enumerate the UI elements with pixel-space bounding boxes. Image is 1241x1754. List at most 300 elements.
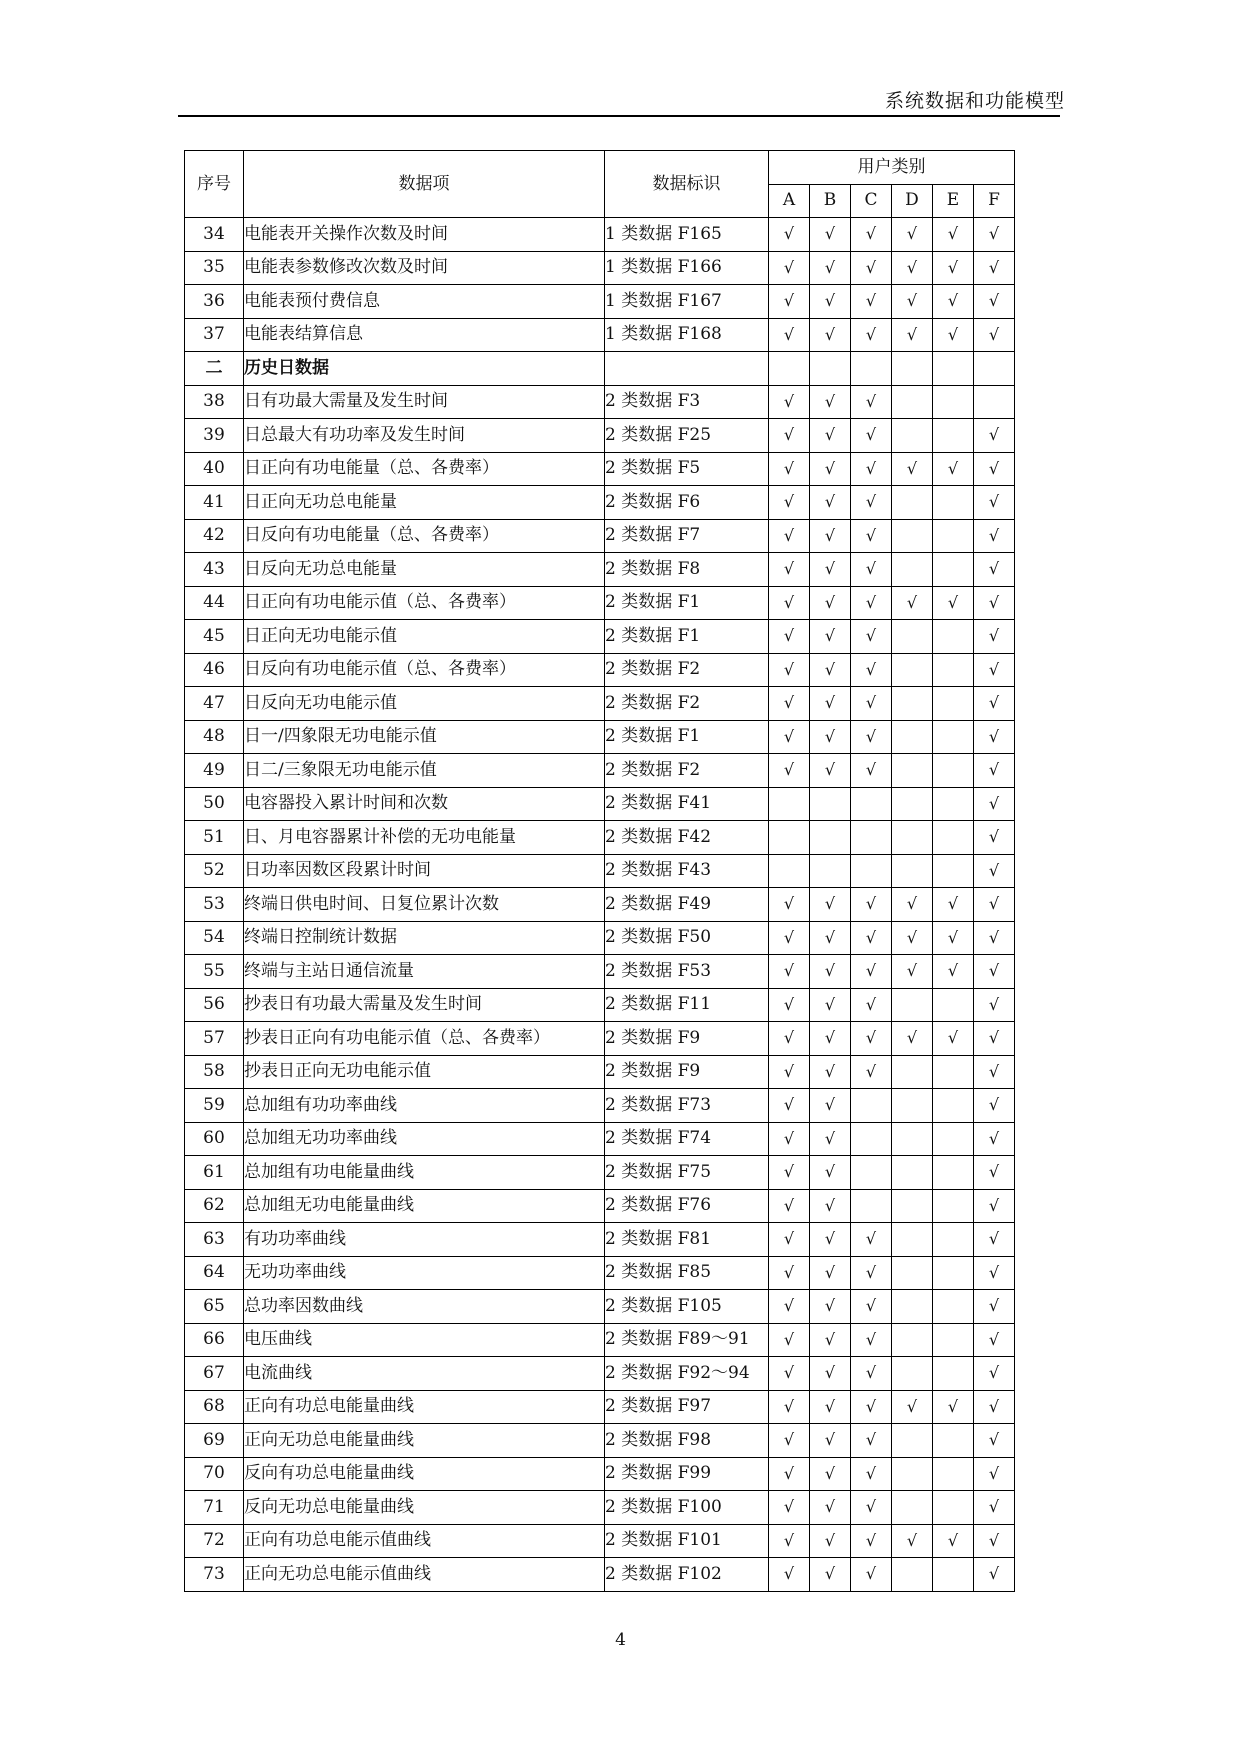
check-mark-d [892, 1089, 933, 1123]
data-identifier: 2 类数据 F105 [605, 1290, 769, 1324]
check-mark-a: √ [769, 653, 810, 687]
data-item: 无功功率曲线 [244, 1256, 605, 1290]
check-mark-c: √ [851, 1357, 892, 1391]
data-identifier: 2 类数据 F9 [605, 1055, 769, 1089]
check-mark-d [892, 720, 933, 754]
data-item: 正向有功总电能量曲线 [244, 1390, 605, 1424]
check-mark-f: √ [974, 586, 1015, 620]
data-identifier: 2 类数据 F3 [605, 385, 769, 419]
check-mark-e [933, 988, 974, 1022]
check-mark-c [851, 1089, 892, 1123]
data-item: 日反向无功电能示值 [244, 687, 605, 721]
check-mark-e [933, 1156, 974, 1190]
check-mark-e [933, 1223, 974, 1257]
check-mark-a: √ [769, 754, 810, 788]
check-mark-d [892, 1290, 933, 1324]
check-mark-e: √ [933, 586, 974, 620]
check-mark-e [933, 553, 974, 587]
check-mark-f: √ [974, 821, 1015, 855]
check-mark-f: √ [974, 653, 1015, 687]
header-rule [178, 115, 1060, 117]
check-mark-d [892, 854, 933, 888]
data-identifier: 1 类数据 F165 [605, 218, 769, 252]
check-mark-c: √ [851, 1290, 892, 1324]
table-row [185, 1390, 1015, 1424]
check-mark-a [769, 352, 810, 386]
check-mark-f: √ [974, 318, 1015, 352]
check-mark-d: √ [892, 452, 933, 486]
check-mark-e [933, 620, 974, 654]
check-mark-b: √ [810, 452, 851, 486]
data-item: 日正向有功电能示值（总、各费率） [244, 586, 605, 620]
data-identifier: 2 类数据 F75 [605, 1156, 769, 1190]
table-row [185, 1022, 1015, 1056]
check-mark-f: √ [974, 687, 1015, 721]
check-mark-e: √ [933, 921, 974, 955]
data-item: 电压曲线 [244, 1323, 605, 1357]
table-row [185, 687, 1015, 721]
check-mark-b: √ [810, 1491, 851, 1525]
check-mark-b: √ [810, 1055, 851, 1089]
table-row [185, 921, 1015, 955]
data-item: 日总最大有功功率及发生时间 [244, 419, 605, 453]
check-mark-d: √ [892, 586, 933, 620]
table-row [185, 553, 1015, 587]
check-mark-b: √ [810, 1089, 851, 1123]
data-item: 电能表开关操作次数及时间 [244, 218, 605, 252]
data-item: 电能表预付费信息 [244, 285, 605, 319]
check-mark-e [933, 1122, 974, 1156]
check-mark-e [933, 787, 974, 821]
row-number: 54 [185, 921, 244, 955]
data-identifier: 2 类数据 F85 [605, 1256, 769, 1290]
check-mark-a: √ [769, 486, 810, 520]
check-mark-b: √ [810, 218, 851, 252]
check-mark-c: √ [851, 653, 892, 687]
check-mark-d [892, 821, 933, 855]
table-row [185, 1424, 1015, 1458]
check-mark-b: √ [810, 888, 851, 922]
check-mark-c: √ [851, 988, 892, 1022]
check-mark-e [933, 720, 974, 754]
check-mark-c [851, 1189, 892, 1223]
check-mark-c: √ [851, 921, 892, 955]
check-mark-d: √ [892, 251, 933, 285]
check-mark-c [851, 352, 892, 386]
row-number: 69 [185, 1424, 244, 1458]
header-category-c: C [851, 184, 892, 218]
row-number: 55 [185, 955, 244, 989]
check-mark-c: √ [851, 385, 892, 419]
table-row [185, 1524, 1015, 1558]
check-mark-e [933, 1189, 974, 1223]
check-mark-f [974, 385, 1015, 419]
table-row [185, 888, 1015, 922]
data-table [184, 150, 1015, 1592]
check-mark-d [892, 988, 933, 1022]
check-mark-a: √ [769, 385, 810, 419]
check-mark-d [892, 1457, 933, 1491]
check-mark-c [851, 854, 892, 888]
data-item: 反向有功总电能量曲线 [244, 1457, 605, 1491]
table-row [185, 988, 1015, 1022]
check-mark-d [892, 1055, 933, 1089]
row-number: 二 [185, 352, 244, 386]
check-mark-d: √ [892, 218, 933, 252]
table-row [185, 1558, 1015, 1592]
check-mark-d [892, 1156, 933, 1190]
check-mark-a: √ [769, 218, 810, 252]
check-mark-f: √ [974, 1524, 1015, 1558]
check-mark-e [933, 1055, 974, 1089]
check-mark-a: √ [769, 1424, 810, 1458]
check-mark-a: √ [769, 519, 810, 553]
check-mark-d [892, 352, 933, 386]
row-number: 66 [185, 1323, 244, 1357]
check-mark-c: √ [851, 1524, 892, 1558]
data-item: 终端日供电时间、日复位累计次数 [244, 888, 605, 922]
data-identifier: 2 类数据 F7 [605, 519, 769, 553]
check-mark-f: √ [974, 251, 1015, 285]
check-mark-a [769, 854, 810, 888]
data-identifier: 2 类数据 F41 [605, 787, 769, 821]
data-identifier: 2 类数据 F6 [605, 486, 769, 520]
data-item: 电能表参数修改次数及时间 [244, 251, 605, 285]
data-identifier: 2 类数据 F101 [605, 1524, 769, 1558]
check-mark-f: √ [974, 754, 1015, 788]
check-mark-f: √ [974, 553, 1015, 587]
check-mark-e [933, 854, 974, 888]
check-mark-f: √ [974, 1357, 1015, 1391]
check-mark-a: √ [769, 988, 810, 1022]
row-number: 59 [185, 1089, 244, 1123]
row-number: 37 [185, 318, 244, 352]
table-row [185, 452, 1015, 486]
check-mark-b: √ [810, 1524, 851, 1558]
row-number: 41 [185, 486, 244, 520]
header-category-b: B [810, 184, 851, 218]
data-item: 日反向有功电能量（总、各费率） [244, 519, 605, 553]
check-mark-a [769, 787, 810, 821]
table-row [185, 218, 1015, 252]
check-mark-b: √ [810, 1122, 851, 1156]
check-mark-e [933, 1457, 974, 1491]
check-mark-d [892, 486, 933, 520]
row-number: 58 [185, 1055, 244, 1089]
check-mark-b: √ [810, 955, 851, 989]
table-row [185, 1290, 1015, 1324]
data-item: 日反向有功电能示值（总、各费率） [244, 653, 605, 687]
check-mark-c: √ [851, 452, 892, 486]
check-mark-c: √ [851, 620, 892, 654]
data-item: 正向无功总电能示值曲线 [244, 1558, 605, 1592]
check-mark-c: √ [851, 1558, 892, 1592]
data-item: 日有功最大需量及发生时间 [244, 385, 605, 419]
check-mark-b: √ [810, 486, 851, 520]
data-item: 电容器投入累计时间和次数 [244, 787, 605, 821]
check-mark-b: √ [810, 988, 851, 1022]
check-mark-b: √ [810, 519, 851, 553]
check-mark-d: √ [892, 888, 933, 922]
check-mark-f: √ [974, 1390, 1015, 1424]
table-row [185, 1055, 1015, 1089]
data-item: 抄表日正向有功电能示值（总、各费率） [244, 1022, 605, 1056]
table-row [185, 1156, 1015, 1190]
check-mark-f: √ [974, 1457, 1015, 1491]
table-row [185, 821, 1015, 855]
check-mark-d [892, 419, 933, 453]
check-mark-c: √ [851, 754, 892, 788]
table-row [185, 1323, 1015, 1357]
data-item: 抄表日有功最大需量及发生时间 [244, 988, 605, 1022]
data-identifier: 2 类数据 F98 [605, 1424, 769, 1458]
check-mark-c: √ [851, 1055, 892, 1089]
row-number: 39 [185, 419, 244, 453]
check-mark-d [892, 620, 933, 654]
data-item: 总加组有功功率曲线 [244, 1089, 605, 1123]
row-number: 62 [185, 1189, 244, 1223]
check-mark-f: √ [974, 955, 1015, 989]
check-mark-b: √ [810, 1290, 851, 1324]
data-identifier: 2 类数据 F76 [605, 1189, 769, 1223]
check-mark-c: √ [851, 1424, 892, 1458]
check-mark-f: √ [974, 988, 1015, 1022]
row-number: 50 [185, 787, 244, 821]
check-mark-f: √ [974, 854, 1015, 888]
check-mark-b: √ [810, 1323, 851, 1357]
check-mark-b: √ [810, 419, 851, 453]
check-mark-e: √ [933, 955, 974, 989]
check-mark-a: √ [769, 687, 810, 721]
row-number: 60 [185, 1122, 244, 1156]
check-mark-a: √ [769, 251, 810, 285]
row-number: 34 [185, 218, 244, 252]
row-number: 72 [185, 1524, 244, 1558]
check-mark-b: √ [810, 1022, 851, 1056]
check-mark-f: √ [974, 1122, 1015, 1156]
check-mark-a: √ [769, 419, 810, 453]
check-mark-e: √ [933, 218, 974, 252]
check-mark-a: √ [769, 1156, 810, 1190]
row-number: 52 [185, 854, 244, 888]
data-identifier: 2 类数据 F1 [605, 620, 769, 654]
check-mark-a: √ [769, 620, 810, 654]
check-mark-c [851, 1156, 892, 1190]
check-mark-f: √ [974, 1223, 1015, 1257]
row-number: 53 [185, 888, 244, 922]
check-mark-f: √ [974, 1089, 1015, 1123]
check-mark-f: √ [974, 519, 1015, 553]
check-mark-a: √ [769, 1055, 810, 1089]
check-mark-d: √ [892, 1524, 933, 1558]
check-mark-e [933, 653, 974, 687]
check-mark-d [892, 653, 933, 687]
data-identifier: 2 类数据 F97 [605, 1390, 769, 1424]
data-item: 日正向无功总电能量 [244, 486, 605, 520]
check-mark-e: √ [933, 1524, 974, 1558]
row-number: 73 [185, 1558, 244, 1592]
data-item: 历史日数据 [244, 352, 605, 386]
data-item: 日反向无功总电能量 [244, 553, 605, 587]
table-row [185, 787, 1015, 821]
check-mark-a: √ [769, 1357, 810, 1391]
check-mark-e [933, 519, 974, 553]
data-identifier: 2 类数据 F1 [605, 720, 769, 754]
header-title: 系统数据和功能模型 [884, 90, 1065, 112]
check-mark-a: √ [769, 1323, 810, 1357]
data-item: 电能表结算信息 [244, 318, 605, 352]
check-mark-e [933, 1357, 974, 1391]
check-mark-b: √ [810, 1357, 851, 1391]
check-mark-b: √ [810, 1390, 851, 1424]
check-mark-d [892, 553, 933, 587]
check-mark-b: √ [810, 921, 851, 955]
check-mark-e [933, 1424, 974, 1458]
check-mark-b: √ [810, 653, 851, 687]
row-number: 46 [185, 653, 244, 687]
check-mark-a: √ [769, 1491, 810, 1525]
data-item: 日二/三象限无功电能示值 [244, 754, 605, 788]
check-mark-e: √ [933, 888, 974, 922]
check-mark-a: √ [769, 1122, 810, 1156]
check-mark-b: √ [810, 1156, 851, 1190]
data-identifier: 2 类数据 F11 [605, 988, 769, 1022]
check-mark-c: √ [851, 888, 892, 922]
data-item: 日功率因数区段累计时间 [244, 854, 605, 888]
check-mark-c: √ [851, 1323, 892, 1357]
table-row [185, 1256, 1015, 1290]
data-identifier: 2 类数据 F92～94 [605, 1357, 769, 1391]
header-category-e: E [933, 184, 974, 218]
data-identifier: 2 类数据 F50 [605, 921, 769, 955]
row-number: 40 [185, 452, 244, 486]
data-item: 反向无功总电能量曲线 [244, 1491, 605, 1525]
header-category-d: D [892, 184, 933, 218]
check-mark-d: √ [892, 318, 933, 352]
check-mark-f: √ [974, 419, 1015, 453]
data-item: 总加组有功电能量曲线 [244, 1156, 605, 1190]
check-mark-e [933, 1089, 974, 1123]
check-mark-a: √ [769, 1290, 810, 1324]
check-mark-e [933, 1323, 974, 1357]
check-mark-e [933, 1491, 974, 1525]
check-mark-b: √ [810, 1424, 851, 1458]
check-mark-f: √ [974, 1491, 1015, 1525]
check-mark-f: √ [974, 921, 1015, 955]
check-mark-e [933, 352, 974, 386]
check-mark-a: √ [769, 921, 810, 955]
data-identifier: 2 类数据 F89～91 [605, 1323, 769, 1357]
check-mark-b: √ [810, 285, 851, 319]
check-mark-d [892, 1122, 933, 1156]
check-mark-e: √ [933, 251, 974, 285]
data-item: 日、月电容器累计补偿的无功电能量 [244, 821, 605, 855]
row-number: 63 [185, 1223, 244, 1257]
table-row [185, 1122, 1015, 1156]
header-category-a: A [769, 184, 810, 218]
check-mark-c [851, 821, 892, 855]
row-number: 67 [185, 1357, 244, 1391]
check-mark-d [892, 687, 933, 721]
check-mark-a: √ [769, 1524, 810, 1558]
table-row [185, 620, 1015, 654]
data-identifier: 2 类数据 F1 [605, 586, 769, 620]
table-row [185, 285, 1015, 319]
check-mark-f: √ [974, 888, 1015, 922]
check-mark-c: √ [851, 586, 892, 620]
check-mark-b: √ [810, 1558, 851, 1592]
check-mark-c: √ [851, 1457, 892, 1491]
check-mark-a: √ [769, 1558, 810, 1592]
check-mark-d [892, 385, 933, 419]
check-mark-a: √ [769, 1390, 810, 1424]
table-row [185, 486, 1015, 520]
check-mark-b: √ [810, 586, 851, 620]
check-mark-f: √ [974, 620, 1015, 654]
check-mark-f: √ [974, 1055, 1015, 1089]
check-mark-c: √ [851, 720, 892, 754]
row-number: 51 [185, 821, 244, 855]
data-identifier: 2 类数据 F74 [605, 1122, 769, 1156]
header-no: 序号 [185, 151, 244, 218]
header-user-category: 用户类别 [769, 151, 1015, 185]
data-item: 总功率因数曲线 [244, 1290, 605, 1324]
table-row [185, 519, 1015, 553]
check-mark-f: √ [974, 1323, 1015, 1357]
table-row [185, 385, 1015, 419]
row-number: 43 [185, 553, 244, 587]
check-mark-b [810, 821, 851, 855]
check-mark-c: √ [851, 1022, 892, 1056]
check-mark-d [892, 1256, 933, 1290]
data-identifier: 2 类数据 F73 [605, 1089, 769, 1123]
check-mark-a: √ [769, 1189, 810, 1223]
check-mark-c: √ [851, 1390, 892, 1424]
table-row [185, 251, 1015, 285]
check-mark-c [851, 787, 892, 821]
check-mark-f: √ [974, 1256, 1015, 1290]
check-mark-e [933, 385, 974, 419]
row-number: 36 [185, 285, 244, 319]
check-mark-f: √ [974, 720, 1015, 754]
row-number: 56 [185, 988, 244, 1022]
section-row [185, 352, 1015, 386]
check-mark-a: √ [769, 285, 810, 319]
check-mark-e [933, 419, 974, 453]
check-mark-c: √ [851, 486, 892, 520]
row-number: 61 [185, 1156, 244, 1190]
check-mark-e [933, 754, 974, 788]
data-item: 抄表日正向无功电能示值 [244, 1055, 605, 1089]
table-row [185, 754, 1015, 788]
check-mark-d [892, 1491, 933, 1525]
check-mark-c: √ [851, 1491, 892, 1525]
page-number: 4 [615, 1630, 626, 1650]
row-number: 42 [185, 519, 244, 553]
data-identifier: 2 类数据 F9 [605, 1022, 769, 1056]
table-row [185, 955, 1015, 989]
check-mark-d [892, 519, 933, 553]
check-mark-f [974, 352, 1015, 386]
check-mark-f: √ [974, 218, 1015, 252]
check-mark-f: √ [974, 1424, 1015, 1458]
header-category-f: F [974, 184, 1015, 218]
check-mark-a: √ [769, 586, 810, 620]
row-number: 57 [185, 1022, 244, 1056]
table-row [185, 419, 1015, 453]
data-identifier: 2 类数据 F102 [605, 1558, 769, 1592]
data-identifier: 2 类数据 F2 [605, 653, 769, 687]
